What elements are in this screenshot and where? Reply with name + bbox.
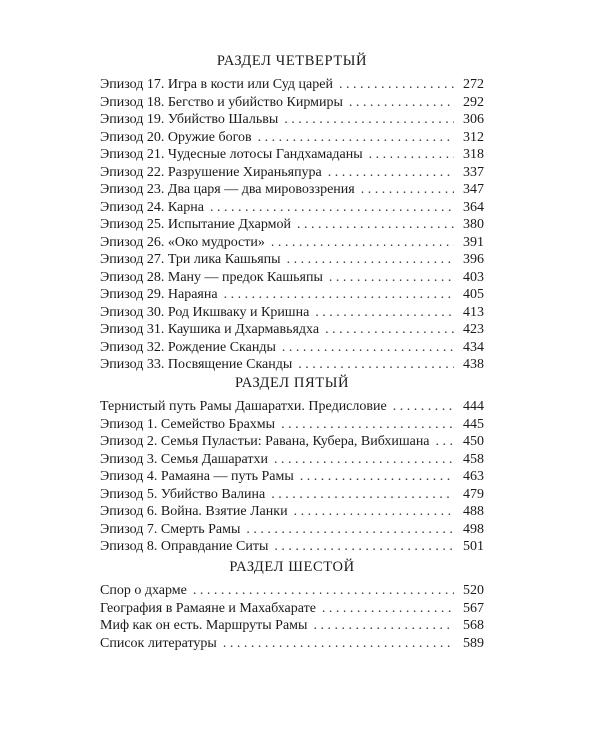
dot-leader (325, 321, 454, 339)
toc-entry (100, 468, 484, 486)
entry-title: Эпизод 17. Игра в кости или Суд царей (100, 77, 333, 92)
entry-title: Эпизод 18. Бегство и убийство Кирмиры (100, 94, 343, 110)
entry-page-number: 438 (463, 357, 484, 372)
dot-leader (287, 251, 454, 269)
entry-title: Эпизод 28. Ману — предок Кашьяпы (100, 269, 323, 285)
entry-page-number: 312 (463, 129, 484, 145)
entry-page-number: 445 (463, 416, 484, 432)
entry-title: Эпизод 33. Посвящение Сканды (100, 357, 293, 372)
entry-title: Эпизод 3. Семья Дашаратхи (100, 451, 269, 467)
section-heading: РАЗДЕЛ ПЯТЫЙ (234, 375, 350, 391)
toc-entry (100, 521, 484, 539)
entry-title: Эпизод 25. Испытание Дхармой (100, 217, 292, 232)
dot-leader (369, 146, 454, 164)
entry-page-number: 568 (463, 618, 484, 633)
entry-page-number: 337 (463, 164, 484, 180)
entry-page-number: 423 (463, 322, 484, 337)
dot-leader (361, 181, 454, 199)
entry-page-number: 272 (463, 77, 484, 92)
entry-page-number: 458 (463, 451, 484, 467)
dot-leader (393, 398, 454, 416)
entry-title: Эпизод 26. «Око мудрости» (100, 234, 265, 250)
dot-leader (329, 269, 454, 287)
entry-page-number: 498 (463, 521, 484, 537)
dot-leader (193, 582, 454, 600)
entry-page-number: 380 (463, 217, 484, 232)
entry-page-number: 479 (463, 486, 484, 502)
dot-leader (271, 234, 454, 252)
entry-page-number: 434 (463, 339, 484, 355)
entry-title: Эпизод 27. Три лика Кашьяпы (100, 252, 281, 267)
entry-page-number: 391 (463, 234, 484, 250)
entry-title: Эпизод 24. Карна (100, 199, 204, 215)
dot-leader (224, 286, 454, 304)
toc-entry (100, 76, 484, 94)
toc-entry (100, 286, 484, 304)
toc-entry (100, 181, 484, 199)
entry-title: Эпизод 8. Оправдание Ситы (100, 539, 269, 554)
entry-page-number: 520 (463, 583, 484, 598)
dot-leader (328, 164, 454, 182)
dot-leader (322, 600, 454, 618)
entry-page-number: 567 (463, 600, 484, 616)
toc-entry (100, 486, 484, 504)
toc-entry (100, 234, 484, 252)
entry-title: Эпизод 23. Два царя — два мировоззрения (100, 182, 355, 197)
entry-page-number: 292 (463, 94, 484, 110)
dot-leader (246, 521, 454, 539)
entry-page-number: 413 (463, 304, 484, 320)
entry-title: География в Рамаяне и Махабхарате (100, 600, 316, 616)
dot-leader (281, 416, 454, 434)
entry-page-number: 306 (463, 112, 484, 127)
toc-entry (100, 356, 484, 374)
entry-title: Эпизод 5. Убийство Валина (100, 486, 266, 502)
entry-page-number: 364 (463, 199, 484, 215)
entry-page-number: 450 (463, 434, 484, 449)
toc-entry (100, 321, 484, 339)
dot-leader (271, 486, 454, 504)
toc-entry (100, 416, 484, 434)
entry-title: Список литературы (100, 635, 217, 651)
entry-page-number: 347 (463, 182, 484, 197)
dot-leader (274, 451, 454, 469)
dot-leader (210, 199, 454, 217)
entry-page-number: 396 (463, 252, 484, 267)
entry-title: Эпизод 1. Семейство Брахмы (100, 416, 276, 432)
dot-leader (282, 339, 454, 357)
entry-page-number: 405 (463, 287, 484, 302)
entry-title: Эпизод 19. Убийство Шальвы (100, 112, 279, 127)
dot-leader (223, 635, 454, 653)
toc-entry (100, 94, 484, 112)
dot-leader (258, 129, 454, 147)
toc-entry (100, 304, 484, 322)
entry-title: Эпизод 32. Рождение Сканды (100, 339, 276, 355)
entry-title: Эпизод 6. Война. Взятие Ланки (100, 504, 288, 519)
dot-leader (294, 503, 454, 521)
toc-entry (100, 451, 484, 469)
toc-entry (100, 503, 484, 521)
toc-entry (100, 129, 484, 147)
toc-entry (100, 433, 484, 451)
entry-page-number: 589 (463, 635, 484, 651)
toc-entry (100, 216, 484, 234)
toc-entry (100, 111, 484, 129)
dot-leader (274, 538, 454, 556)
entry-page-number: 403 (463, 269, 484, 285)
toc-entry (100, 146, 484, 164)
entry-page-number: 463 (463, 469, 484, 484)
entry-page-number: 501 (463, 539, 484, 554)
entry-title: Эпизод 30. Род Икшваку и Кришна (100, 304, 310, 320)
toc-entry (100, 600, 484, 618)
entry-title: Эпизод 21. Чудесные лотосы Гандхамаданы (100, 147, 363, 162)
dot-leader (315, 304, 454, 322)
toc-entry (100, 251, 484, 269)
entry-page-number: 488 (463, 504, 484, 519)
section-heading: РАЗДЕЛ ЧЕТВЕРТЫЙ (216, 53, 368, 69)
entry-title: Эпизод 2. Семья Пуластьи: Равана, Кубера, Вибхишана (100, 434, 430, 449)
dot-leader (300, 468, 454, 486)
dot-leader (349, 94, 454, 112)
toc-entry (100, 398, 484, 416)
dot-leader (313, 617, 454, 635)
entry-title: Миф как он есть. Маршруты Рамы (100, 618, 308, 633)
section-fourth (100, 50, 484, 374)
dot-leader (436, 433, 454, 451)
entry-title: Спор о дхарме (100, 583, 187, 598)
dot-leader (298, 356, 454, 374)
toc-entry (100, 164, 484, 182)
toc-entry (100, 269, 484, 287)
section-sixth (100, 556, 484, 652)
entry-title: Эпизод 7. Смерть Рамы (100, 521, 241, 537)
entry-title: Тернистый путь Рамы Дашаратхи. Предисловие (100, 399, 387, 414)
entry-title: Эпизод 22. Разрушение Хираньяпура (100, 164, 322, 180)
toc-entry (100, 199, 484, 217)
toc-entry (100, 582, 484, 600)
dot-leader (284, 111, 454, 129)
section-fifth (100, 372, 484, 556)
toc-entry (100, 635, 484, 653)
section-heading: РАЗДЕЛ ШЕСТОЙ (229, 559, 355, 575)
dot-leader (297, 216, 454, 234)
entry-page-number: 444 (463, 399, 484, 414)
toc-entry (100, 339, 484, 357)
entry-title: Эпизод 31. Каушика и Дхармавьядха (100, 322, 320, 337)
entry-title: Эпизод 20. Оружие богов (100, 129, 252, 145)
entry-page-number: 318 (463, 147, 484, 162)
dot-leader (339, 76, 454, 94)
entry-title: Эпизод 4. Рамаяна — путь Рамы (100, 469, 294, 484)
entry-title: Эпизод 29. Нараяна (100, 287, 218, 302)
toc-entry (100, 617, 484, 635)
toc-entry (100, 538, 484, 556)
